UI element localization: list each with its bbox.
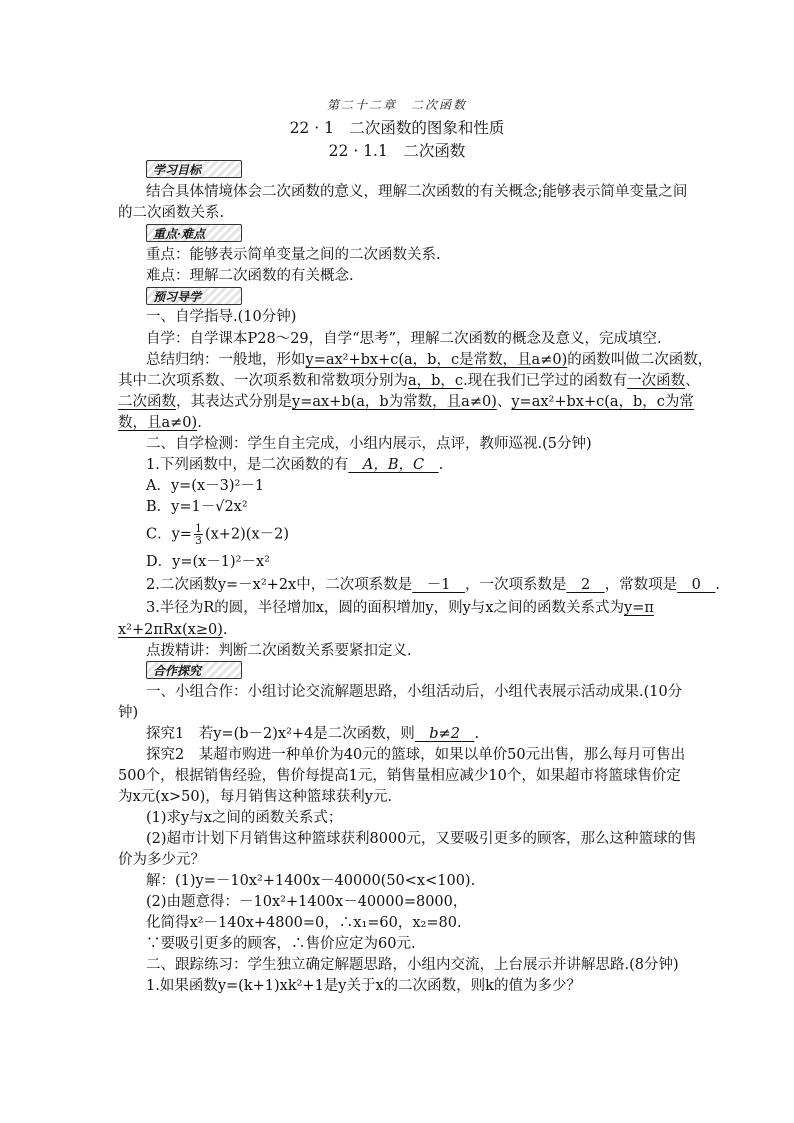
fraction-one-third: $\frac{1}{3}$ bbox=[194, 522, 202, 547]
preview-p7: 二、自学检测：学生自主完成，小组内展示，点评，教师巡视.(5分钟) bbox=[146, 436, 592, 452]
tag-learning-goal: 学习目标 bbox=[146, 160, 242, 178]
follow-up-1: 二、跟踪练习：学生独立确定解题思路，小组内交流，上台展示并讲解思路.(8分钟) bbox=[146, 957, 679, 973]
section-title: 22 · 1 二次函数的图象和性质 bbox=[289, 119, 505, 137]
explore-t2b: 500个，根据销售经验，售价每提高1元，销售量相应减少10个，如果超市将篮球售价定 bbox=[118, 768, 681, 784]
option-c: C．y= $\frac{1}{3}$ (x+2)(x－2) bbox=[146, 522, 290, 547]
explore-t2c: 为x元(x>50)，每月销售这种篮球获利y元. bbox=[118, 789, 393, 805]
preview-p4: 其中二次项系数、一次项系数和常数项分别为a，b，c.现在我们已学过的函数有一次函数、 bbox=[118, 373, 700, 389]
option-d: D．y=(x－1)²－x² bbox=[146, 554, 270, 570]
option-a: A．y=(x－3)²－1 bbox=[146, 478, 265, 494]
tip-line: 点拨精讲：判断二次函数关系要紧扣定义. bbox=[146, 643, 412, 659]
question-3: 3.半径为R的圆，半径增加x，圆的面积增加y，则y与x之间的函数关系式为y=π bbox=[146, 600, 654, 616]
preview-p1: 一、自学指导.(10分钟) bbox=[146, 309, 297, 325]
preview-p2: 自学：自学课本P28～29，自学“思考”，理解二次函数的概念及意义，完成填空. bbox=[146, 331, 662, 347]
tag-explore: 合作探究 bbox=[146, 661, 242, 679]
explore-s2b: 价为多少元？ bbox=[118, 852, 205, 868]
focus-line: 重点：能够表示简单变量之间的二次函数关系. bbox=[146, 247, 441, 263]
subsection-title: 22 · 1.1 二次函数 bbox=[328, 142, 466, 160]
explore-s1: (1)求y与x之间的函数关系式； bbox=[146, 810, 343, 826]
explore-s2a: (2)超市计划下月销售这种篮球获利8000元，又要吸引更多的顾客，那么这种篮球的售 bbox=[146, 831, 697, 847]
solution-3: 化简得x²－140x+4800=0，∴x₁=60，x₂=80. bbox=[146, 915, 462, 931]
chapter-header: 第二十二章 二次函数 bbox=[326, 98, 467, 112]
goal-line-1: 结合具体情境体会二次函数的意义，理解二次函数的有关概念;能够表示简单变量之间 bbox=[146, 184, 688, 200]
explore-e1b: 钟) bbox=[118, 705, 139, 721]
tag-key-points: 重点·难点 bbox=[146, 224, 242, 242]
explore-e1a: 一、小组合作：小组讨论交流解题思路，小组活动后，小组代表展示活动成果.(10分 bbox=[146, 684, 683, 700]
tag-preview: 预习导学 bbox=[146, 287, 242, 305]
preview-p6: 数，且a≠0). bbox=[118, 415, 202, 431]
explore-t1: 探究1 若y=(b－2)x²+4是二次函数，则 b≠2 . bbox=[146, 726, 480, 742]
question-1: 1.下列函数中，是二次函数的有 A，B，C . bbox=[146, 457, 444, 473]
preview-p3: 总结归纳：一般地，形如y=ax²+bx+c(a，b，c是常数，且a≠0)的函数叫做二次函数， bbox=[146, 352, 713, 368]
option-b: B．y=1－√2x² bbox=[146, 499, 248, 515]
difficulty-line: 难点：理解二次函数的有关概念. bbox=[146, 268, 354, 284]
question-2: 2.二次函数y=－x²+2x中，二次项系数是 －1 ，一次项系数是 2 ，常数项是 0 . bbox=[146, 577, 721, 593]
solution-1: 解：(1)y=－10x²+1400x－40000(50<x<100). bbox=[146, 873, 476, 889]
question-3-cont: x²+2πRx(x≥0). bbox=[118, 622, 228, 638]
preview-p5: 二次函数，其表达式分别是y=ax+b(a，b为常数，且a≠0)、y=ax²+bx+c(a，b，c为常 bbox=[118, 394, 694, 410]
follow-up-2: 1.如果函数y=(k+1)xk²+1是y关于x的二次函数，则k的值为多少？ bbox=[146, 978, 581, 994]
solution-2: (2)由题意得：－10x²+1400x－40000=8000， bbox=[146, 894, 468, 910]
explore-t2a: 探究2 某超市购进一种单价为40元的篮球，如果以单价50元出售，那么每月可售出 bbox=[146, 747, 686, 763]
goal-line-2: 的二次函数关系. bbox=[118, 205, 225, 221]
solution-4: ∵要吸引更多的顾客，∴售价应定为60元. bbox=[146, 936, 416, 952]
